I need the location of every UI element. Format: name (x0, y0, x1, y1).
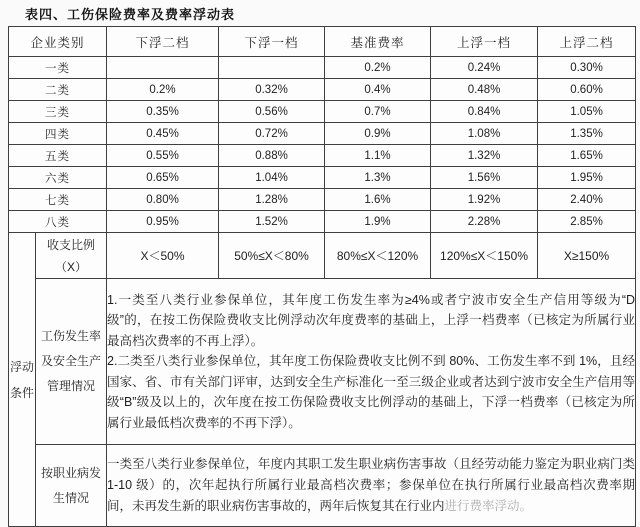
category-label: 八类 (9, 211, 107, 233)
rate-cell: 1.9% (325, 211, 431, 233)
disease-paragraph-main: 一类至八类行业参保单位，年度内其职工发生职业病伤害事故（且经劳动能力鉴定为职业病门类 1-10 级）的，次年起执行所属行业最高档次费率；参保单位在执行所属行业最高档次费率期间，未再发生新的职业病伤害事故的，两年后恢复其在行业内 (107, 457, 636, 513)
rate-cell: 0.80% (107, 189, 219, 211)
float-condition-side-label: 浮动条件 (9, 233, 36, 527)
rate-cell: 0.84% (431, 101, 538, 123)
ratio-range-cell: X≥150% (538, 233, 636, 279)
category-label: 七类 (9, 189, 107, 211)
header-down-two: 下浮二档 (107, 27, 219, 57)
rate-cell: 0.4% (325, 79, 431, 101)
injury-paragraph-1: 1.一类至八类行业参保单位，其年度工伤发生率为≥4%或者宁波市安全生产信用等级为“D 级”的，在按工伤保险费收支比例浮动次年度费率的基础上，上浮一档费率（已核定为所属行业最高档次费率的不再上浮）。 (107, 292, 636, 348)
rate-row-class8 (9, 211, 636, 233)
rate-cell: 0.60% (538, 79, 636, 101)
header-up-one: 上浮一档 (431, 27, 538, 57)
ratio-row (9, 233, 636, 279)
rate-cell: 1.05% (538, 101, 636, 123)
rate-cell: 0.65% (107, 167, 219, 189)
rate-row-class7 (9, 189, 636, 211)
disease-paragraph (107, 454, 635, 517)
occupational-disease-section-row (9, 445, 636, 527)
rate-cell: 0.35% (107, 101, 219, 123)
category-label: 五类 (9, 145, 107, 167)
injury-rate-section-row (9, 279, 636, 445)
header-enterprise-category: 企业类别 (9, 27, 107, 57)
rate-row-class6 (9, 167, 636, 189)
category-label: 二类 (9, 79, 107, 101)
injury-section-text (107, 279, 636, 445)
rate-cell: 0.9% (325, 123, 431, 145)
rate-cell: 0.24% (431, 57, 538, 79)
rate-cell: 0.55% (107, 145, 219, 167)
rate-cell: 1.6% (325, 189, 431, 211)
rate-row-class2 (9, 79, 636, 101)
table-title: 表四、工伤保险费率及费率浮动表 (25, 7, 236, 22)
rate-cell: 0.2% (107, 79, 219, 101)
injury-paragraph-2: 2.二类至八类行业参保单位，其年度工伤保险费收支比例不到 80%、工伤发生率不到 1%，且经国家、省、市有关部门评审，达到安全生产标准化一至三级企业或者达到宁波市安全生产信用等级“B”级及以上的，次年度在按工伤保险费收支比例浮动的基础上，下浮一档费率（已核定为所属行业最低档次费率的不再下浮）。 (107, 354, 636, 430)
rate-cell: 1.28% (219, 189, 325, 211)
rate-cell: 1.35% (538, 123, 636, 145)
rate-row-class4 (9, 123, 636, 145)
rate-cell: 1.52% (219, 211, 325, 233)
rate-cell: 0.45% (107, 123, 219, 145)
rate-cell: 0.72% (219, 123, 325, 145)
category-label: 四类 (9, 123, 107, 145)
rate-cell: 1.04% (219, 167, 325, 189)
header-row (9, 27, 636, 57)
rate-cell: 1.92% (431, 189, 538, 211)
rate-cell: 1.56% (431, 167, 538, 189)
rate-row-class5 (9, 145, 636, 167)
category-label: 三类 (9, 101, 107, 123)
rate-cell: 0.95% (107, 211, 219, 233)
rate-cell: 2.85% (538, 211, 636, 233)
ratio-range-cell: 80%≤X＜120% (325, 233, 431, 279)
rate-cell: 1.95% (538, 167, 636, 189)
rate-cell: 1.1% (325, 145, 431, 167)
category-label: 一类 (9, 57, 107, 79)
rate-cell: 0.2% (325, 57, 431, 79)
rate-cell: 0.7% (325, 101, 431, 123)
rate-cell: 1.3% (325, 167, 431, 189)
ratio-row-label: 收支比例（X） (36, 233, 107, 279)
ratio-range-cell: 120%≤X＜150% (431, 233, 538, 279)
rate-cell: 1.65% (538, 145, 636, 167)
rate-cell (219, 57, 325, 79)
rate-row-class3 (9, 101, 636, 123)
rate-cell: 0.32% (219, 79, 325, 101)
injury-insurance-rate-table (8, 26, 636, 527)
ratio-range-cell: X＜50% (107, 233, 219, 279)
rate-cell: 0.48% (431, 79, 538, 101)
disease-section-label: 按职业病发生情况 (36, 445, 107, 527)
rate-cell (107, 57, 219, 79)
rate-row-class1 (9, 57, 636, 79)
injury-section-label: 工伤发生率及安全生产管理情况 (36, 279, 107, 445)
rate-cell: 2.28% (431, 211, 538, 233)
header-up-two: 上浮二档 (538, 27, 636, 57)
disease-section-text (107, 445, 636, 527)
rate-cell: 2.40% (538, 189, 636, 211)
header-base-rate: 基准费率 (325, 27, 431, 57)
rate-cell: 1.32% (431, 145, 538, 167)
ratio-range-cell: 50%≤X＜80% (219, 233, 325, 279)
rate-cell: 1.08% (431, 123, 538, 145)
category-label: 六类 (9, 167, 107, 189)
rate-cell: 0.56% (219, 101, 325, 123)
header-down-one: 下浮一档 (219, 27, 325, 57)
rate-cell: 0.88% (219, 145, 325, 167)
rate-cell: 0.30% (538, 57, 636, 79)
disease-paragraph-faded-tail: 进行费率浮动。 (444, 499, 533, 513)
